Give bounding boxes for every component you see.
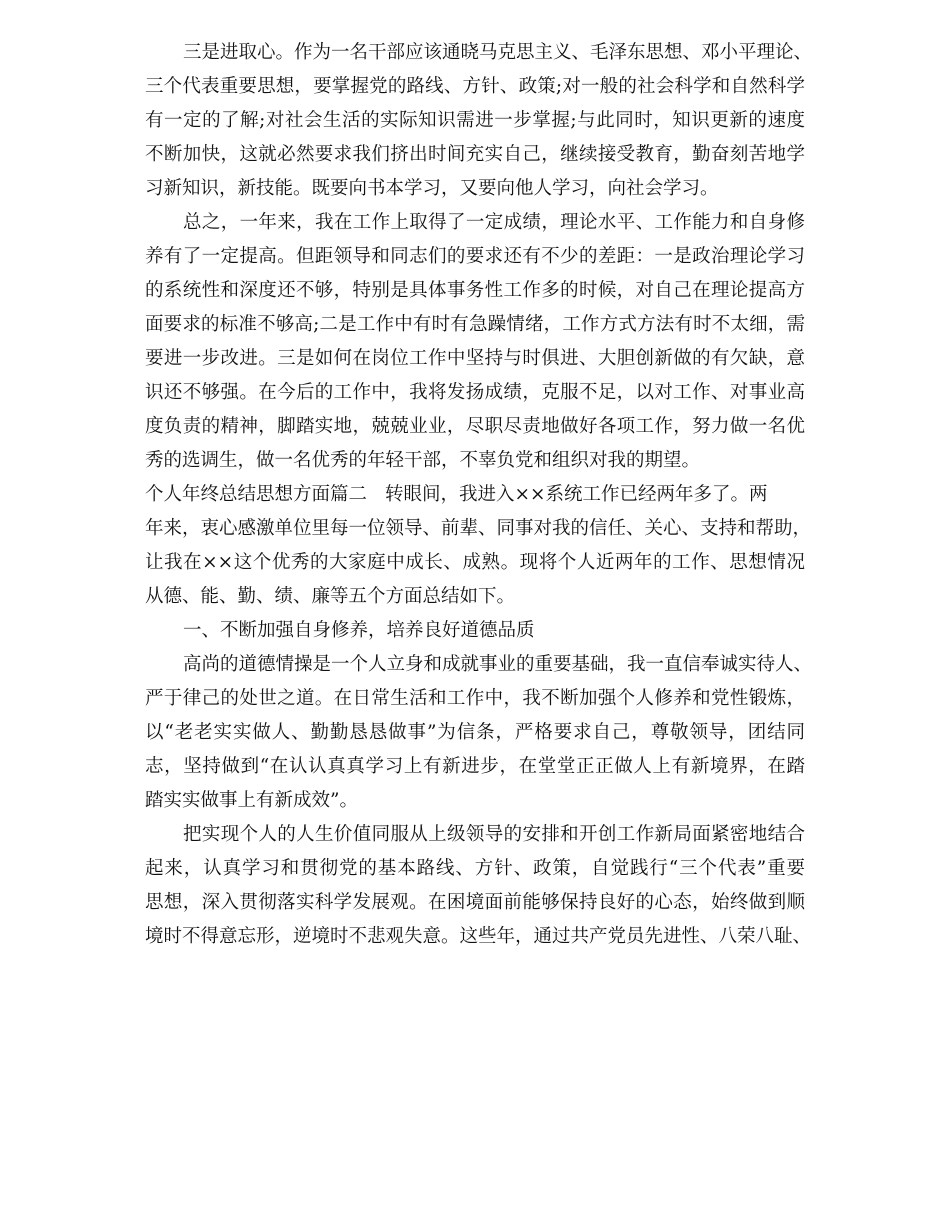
paragraph-2-line-8: 秀的选调生，做一名优秀的年轻干部，不辜负党和组织对我的期望。 [145,450,701,471]
paragraph-3-line-3: 从德、能、勤、绩、廉等五个方面总结如下。 [145,586,516,607]
paragraph-1-line-2: 三个代表重要思想，要掌握党的路线、方针、政策;对一般的社会科学和自然科学 [145,76,805,97]
paragraph-5-line-3: 思想，深入贯彻落实科学发展观。在困境面前能够保持良好的心态，始终做到顺 [145,892,805,913]
paragraph-5-line-1: 把实现个人的人生价值同服从上级领导的安排和开创工作新局面紧密地结合 [183,824,805,845]
paragraph-2-line-3: 的系统性和深度还不够，特别是具体事务性工作多的时候，对自己在理论提高方 [145,280,805,301]
paragraph-2-line-1: 总之，一年来，我在工作上取得了一定成绩，理论水平、工作能力和自身修 [183,212,805,233]
paragraph-2-line-6: 识还不够强。在今后的工作中，我将发扬成绩，克服不足，以对工作、对事业高 [145,382,805,403]
paragraph-5-line-4: 境时不得意忘形，逆境时不悲观失意。这些年，通过共产党员先进性、八荣八耻、 [145,926,812,947]
paragraph-1-line-4: 不断加快，这就必然要求我们挤出时间充实自己，继续接受教育，勤奋刻苦地学 [145,144,805,165]
paragraph-1-line-5: 习新知识，新技能。既要向书本学习，又要向他人学习，向社会学习。 [145,178,719,199]
paragraph-3-line-2: 让我在××这个优秀的大家庭中成长、成熟。现将个人近两年的工作、思想情况 [145,552,805,573]
paragraph-2-line-2: 养有了一定提高。但距领导和同志们的要求还有不少的差距：一是政治理论学习 [145,246,805,267]
paragraph-2-line-5: 要进一步改进。三是如何在岗位工作中坚持与时俱进、大胆创新做的有欠缺，意 [145,348,805,369]
section-intro-first: 转眼间，我进入××系统工作已经两年多了。两 [385,484,768,505]
section-title-line [145,478,805,512]
paragraph-2-line-4: 面要求的标准不够高;二是工作中有时有急躁情绪，工作方式方法有时不太细，需 [145,314,805,335]
paragraph-3-line-1: 年来，衷心感激单位里每一位领导、前辈、同事对我的信任、关心、支持和帮助， [145,518,812,539]
subheading-1: 一、不断加强自身修养，培养良好道德品质 [183,620,535,641]
paragraph-2-line-7: 度负责的精神，脚踏实地，兢兢业业，尽职尽责地做好各项工作，努力做一名优 [145,416,805,437]
paragraph-4-line-1: 高尚的道德情操是一个人立身和成就事业的重要基础，我一直信奉诚实待人、 [183,654,813,675]
paragraph-5-line-2: 起来，认真学习和贯彻党的基本路线、方针、政策，自觉践行“三个代表”重要 [145,858,805,879]
section-title: 个人年终总结思想方面篇二 [145,484,368,505]
paragraph-4-line-3: 以“老老实实做人、勤勤恳恳做事”为信条，严格要求自己，尊敬领导，团结同 [145,722,805,743]
paragraph-1-line-1: 三是进取心。作为一名干部应该通晓马克思主义、毛泽东思想、邓小平理论、 [183,42,813,63]
paragraph-4-line-5: 踏实实做事上有新成效”。 [145,790,358,811]
paragraph-1-line-3: 有一定的了解;对社会生活的实际知识需进一步掌握;与此同时，知识更新的速度 [145,110,805,131]
paragraph-4-line-2: 严于律己的处世之道。在日常生活和工作中，我不断加强个人修养和党性锻炼， [145,688,805,709]
paragraph-4-line-4: 志，坚持做到“在认认真真学习上有新进步，在堂堂正正做人上有新境界，在踏 [145,756,805,777]
